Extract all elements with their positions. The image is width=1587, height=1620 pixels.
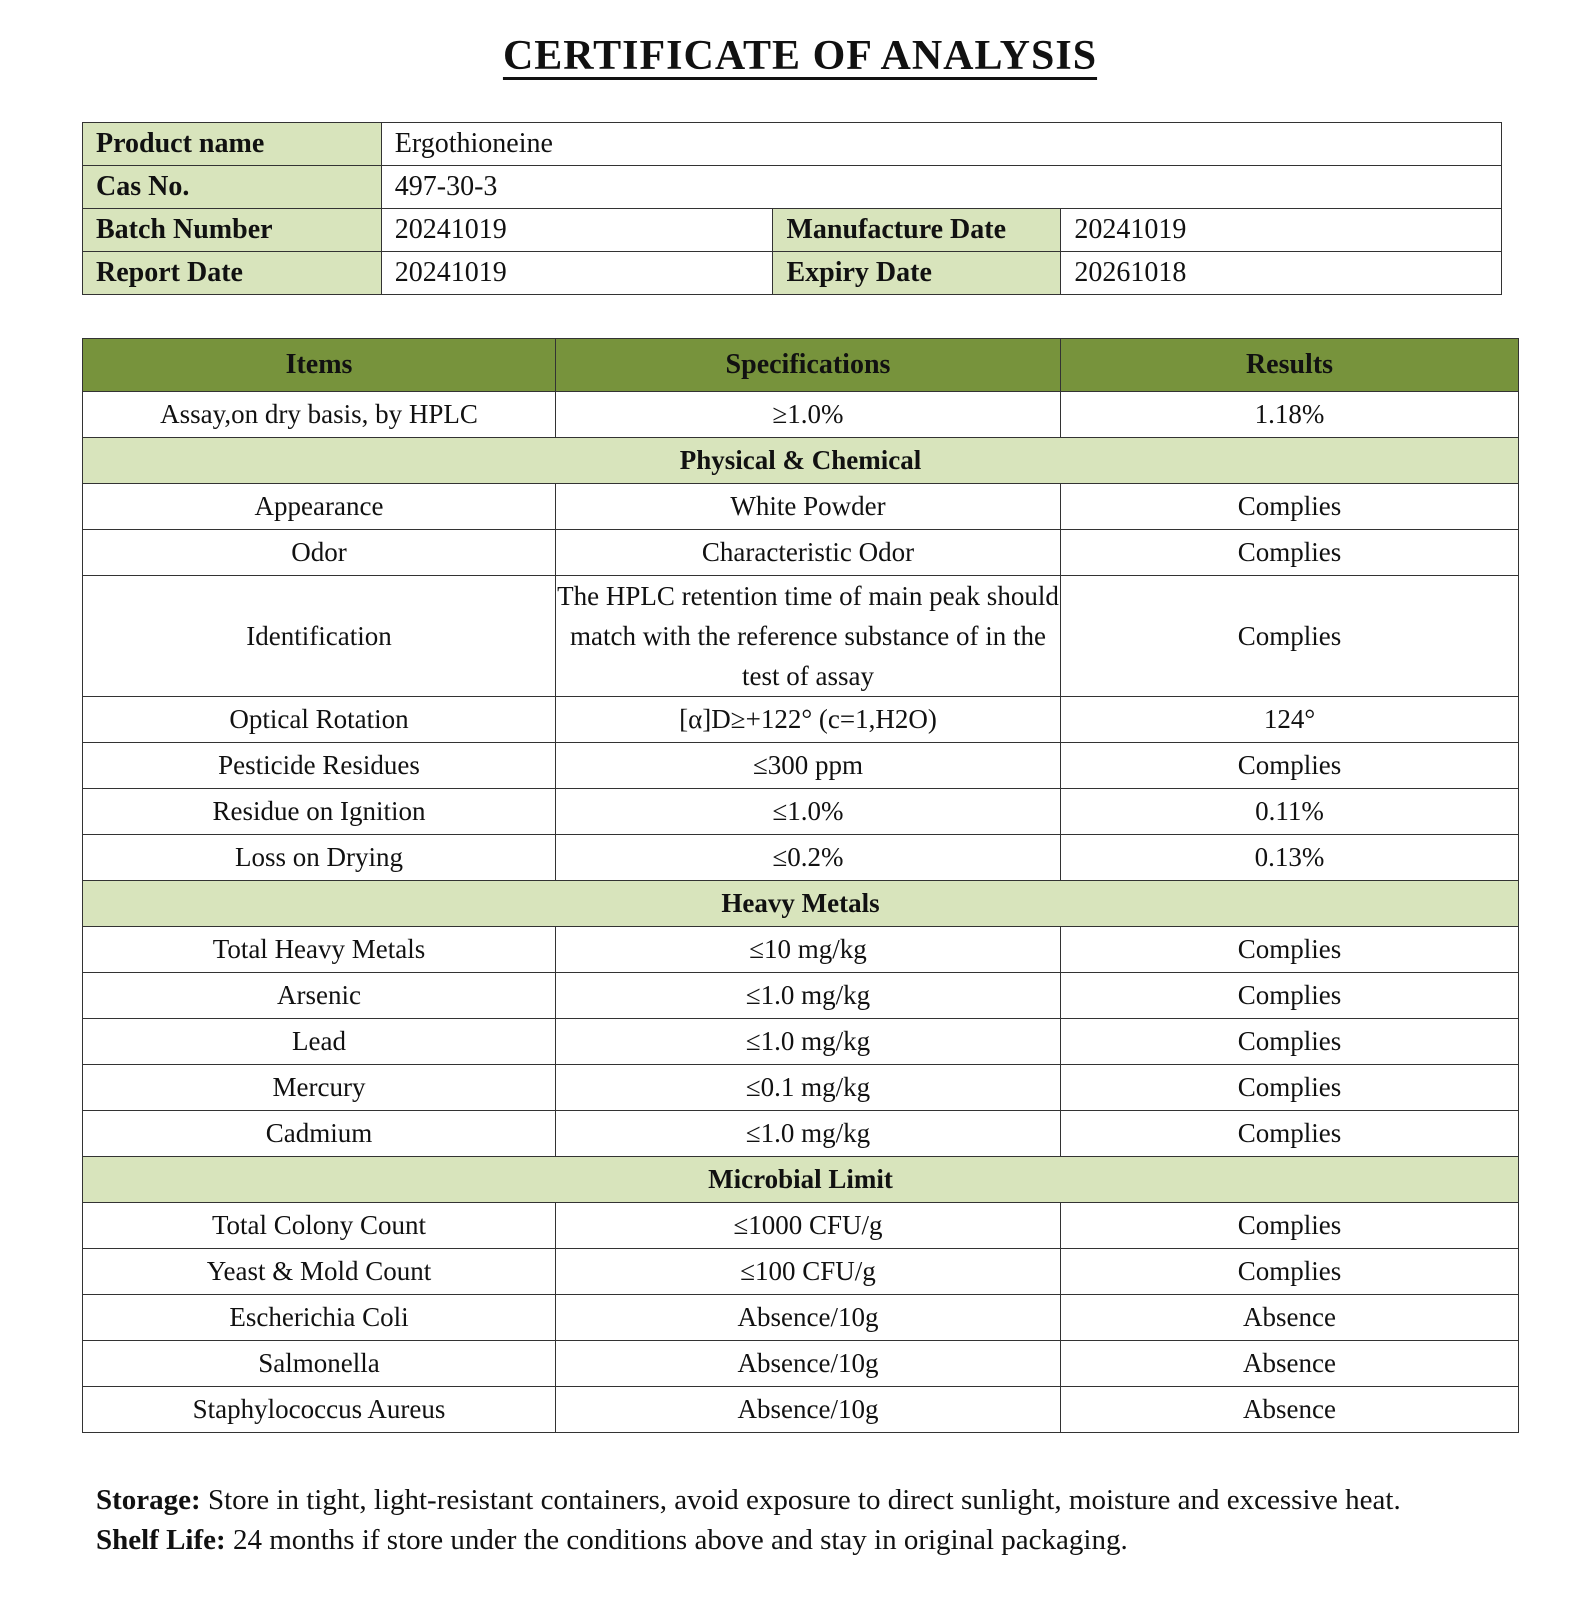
table-row bbox=[83, 1341, 1519, 1387]
table-row bbox=[83, 1295, 1519, 1341]
spec-cell: ≤1.0% bbox=[556, 789, 1061, 835]
item-cell: Salmonella bbox=[83, 1341, 556, 1387]
notes-section bbox=[96, 1480, 1506, 1560]
item-cell: Odor bbox=[83, 530, 556, 576]
result-cell: Absence bbox=[1061, 1295, 1519, 1341]
shelf-life-text: 24 months if store under the conditions above and stay in original packaging. bbox=[232, 1524, 1128, 1556]
cas-row bbox=[83, 166, 1502, 209]
table-row bbox=[83, 697, 1519, 743]
result-cell: Complies bbox=[1061, 1203, 1519, 1249]
table-row bbox=[83, 743, 1519, 789]
item-cell: Arsenic bbox=[83, 973, 556, 1019]
result-cell: Complies bbox=[1061, 743, 1519, 789]
spec-cell: Absence/10g bbox=[556, 1341, 1061, 1387]
expiry-date-value: 20261018 bbox=[1061, 252, 1502, 295]
section-row-microbial bbox=[83, 1157, 1519, 1203]
batch-label: Batch Number bbox=[83, 209, 382, 252]
item-cell: Lead bbox=[83, 1019, 556, 1065]
result-cell: Absence bbox=[1061, 1341, 1519, 1387]
shelf-life-note bbox=[96, 1520, 1506, 1560]
spec-cell: ≤300 ppm bbox=[556, 743, 1061, 789]
result-cell: Complies bbox=[1061, 576, 1519, 697]
item-cell: Residue on Ignition bbox=[83, 789, 556, 835]
spec-cell: ≤100 CFU/g bbox=[556, 1249, 1061, 1295]
section-row-physical bbox=[83, 438, 1519, 484]
table-row bbox=[83, 927, 1519, 973]
section-row-heavy-metals bbox=[83, 881, 1519, 927]
result-cell: Complies bbox=[1061, 484, 1519, 530]
section-title: Microbial Limit bbox=[83, 1157, 1519, 1203]
result-cell: 0.11% bbox=[1061, 789, 1519, 835]
result-cell: 124° bbox=[1061, 697, 1519, 743]
section-title: Heavy Metals bbox=[83, 881, 1519, 927]
item-cell: Pesticide Residues bbox=[83, 743, 556, 789]
spec-cell: ≤1.0 mg/kg bbox=[556, 1111, 1061, 1157]
shelf-life-label: Shelf Life: bbox=[96, 1524, 226, 1556]
manufacture-date-label: Manufacture Date bbox=[773, 209, 1061, 252]
item-cell: Escherichia Coli bbox=[83, 1295, 556, 1341]
product-name-row bbox=[83, 123, 1502, 166]
spec-cell: Absence/10g bbox=[556, 1295, 1061, 1341]
table-row bbox=[83, 530, 1519, 576]
table-row bbox=[83, 1387, 1519, 1433]
analysis-table bbox=[82, 338, 1519, 1433]
header-results: Results bbox=[1061, 339, 1519, 392]
table-row bbox=[83, 835, 1519, 881]
item-cell: Total Heavy Metals bbox=[83, 927, 556, 973]
table-row bbox=[83, 789, 1519, 835]
item-cell: Staphylococcus Aureus bbox=[83, 1387, 556, 1433]
manufacture-date-value: 20241019 bbox=[1061, 209, 1502, 252]
spec-cell: [α]D≥+122° (c=1,H2O) bbox=[556, 697, 1061, 743]
result-cell: Complies bbox=[1061, 530, 1519, 576]
expiry-date-label: Expiry Date bbox=[773, 252, 1061, 295]
result-cell: 0.13% bbox=[1061, 835, 1519, 881]
item-cell: Appearance bbox=[83, 484, 556, 530]
storage-note bbox=[96, 1480, 1506, 1520]
result-cell: 1.18% bbox=[1061, 392, 1519, 438]
product-info-table bbox=[82, 122, 1502, 295]
report-row bbox=[83, 252, 1502, 295]
header-specifications: Specifications bbox=[556, 339, 1061, 392]
table-row bbox=[83, 1111, 1519, 1157]
result-cell: Complies bbox=[1061, 1019, 1519, 1065]
batch-row bbox=[83, 209, 1502, 252]
item-cell: Cadmium bbox=[83, 1111, 556, 1157]
table-row bbox=[83, 973, 1519, 1019]
spec-cell: ≤1.0 mg/kg bbox=[556, 973, 1061, 1019]
item-cell: Assay,on dry basis, by HPLC bbox=[83, 392, 556, 438]
item-cell: Total Colony Count bbox=[83, 1203, 556, 1249]
result-cell: Complies bbox=[1061, 973, 1519, 1019]
product-name-label: Product name bbox=[83, 123, 382, 166]
table-row bbox=[83, 484, 1519, 530]
section-title: Physical & Chemical bbox=[83, 438, 1519, 484]
spec-cell: ≤0.1 mg/kg bbox=[556, 1065, 1061, 1111]
spec-cell: White Powder bbox=[556, 484, 1061, 530]
spec-cell: ≤0.2% bbox=[556, 835, 1061, 881]
table-row bbox=[83, 1019, 1519, 1065]
spec-cell: The HPLC retention time of main peak should match with the reference substance of in the test of assay bbox=[556, 576, 1061, 697]
cas-value: 497-30-3 bbox=[381, 166, 1501, 209]
result-cell: Complies bbox=[1061, 1111, 1519, 1157]
product-name-value: Ergothioneine bbox=[381, 123, 1501, 166]
result-cell: Complies bbox=[1061, 927, 1519, 973]
item-cell: Optical Rotation bbox=[83, 697, 556, 743]
report-date-label: Report Date bbox=[83, 252, 382, 295]
spec-cell: Absence/10g bbox=[556, 1387, 1061, 1433]
storage-label: Storage: bbox=[96, 1484, 201, 1516]
result-cell: Complies bbox=[1061, 1065, 1519, 1111]
header-items: Items bbox=[83, 339, 556, 392]
table-row bbox=[83, 392, 1519, 438]
storage-text: Store in tight, light-resistant containers, avoid exposure to direct sunlight, moisture and excessive heat. bbox=[207, 1484, 1401, 1516]
spec-cell: ≤1.0 mg/kg bbox=[556, 1019, 1061, 1065]
spec-cell: ≤10 mg/kg bbox=[556, 927, 1061, 973]
spec-cell: Characteristic Odor bbox=[556, 530, 1061, 576]
spec-cell: ≤1000 CFU/g bbox=[556, 1203, 1061, 1249]
item-cell: Mercury bbox=[83, 1065, 556, 1111]
item-cell: Identification bbox=[83, 576, 556, 697]
cas-label: Cas No. bbox=[83, 166, 382, 209]
result-cell: Absence bbox=[1061, 1387, 1519, 1433]
analysis-header-row bbox=[83, 339, 1519, 392]
item-cell: Yeast & Mold Count bbox=[83, 1249, 556, 1295]
batch-value: 20241019 bbox=[381, 209, 773, 252]
table-row bbox=[83, 576, 1519, 697]
spec-cell: ≥1.0% bbox=[556, 392, 1061, 438]
document-title bbox=[0, 32, 1587, 80]
table-row bbox=[83, 1065, 1519, 1111]
report-date-value: 20241019 bbox=[381, 252, 773, 295]
result-cell: Complies bbox=[1061, 1249, 1519, 1295]
table-row bbox=[83, 1249, 1519, 1295]
table-row bbox=[83, 1203, 1519, 1249]
item-cell: Loss on Drying bbox=[83, 835, 556, 881]
title-text: CERTIFICATE OF ANALYSIS bbox=[502, 33, 1098, 79]
